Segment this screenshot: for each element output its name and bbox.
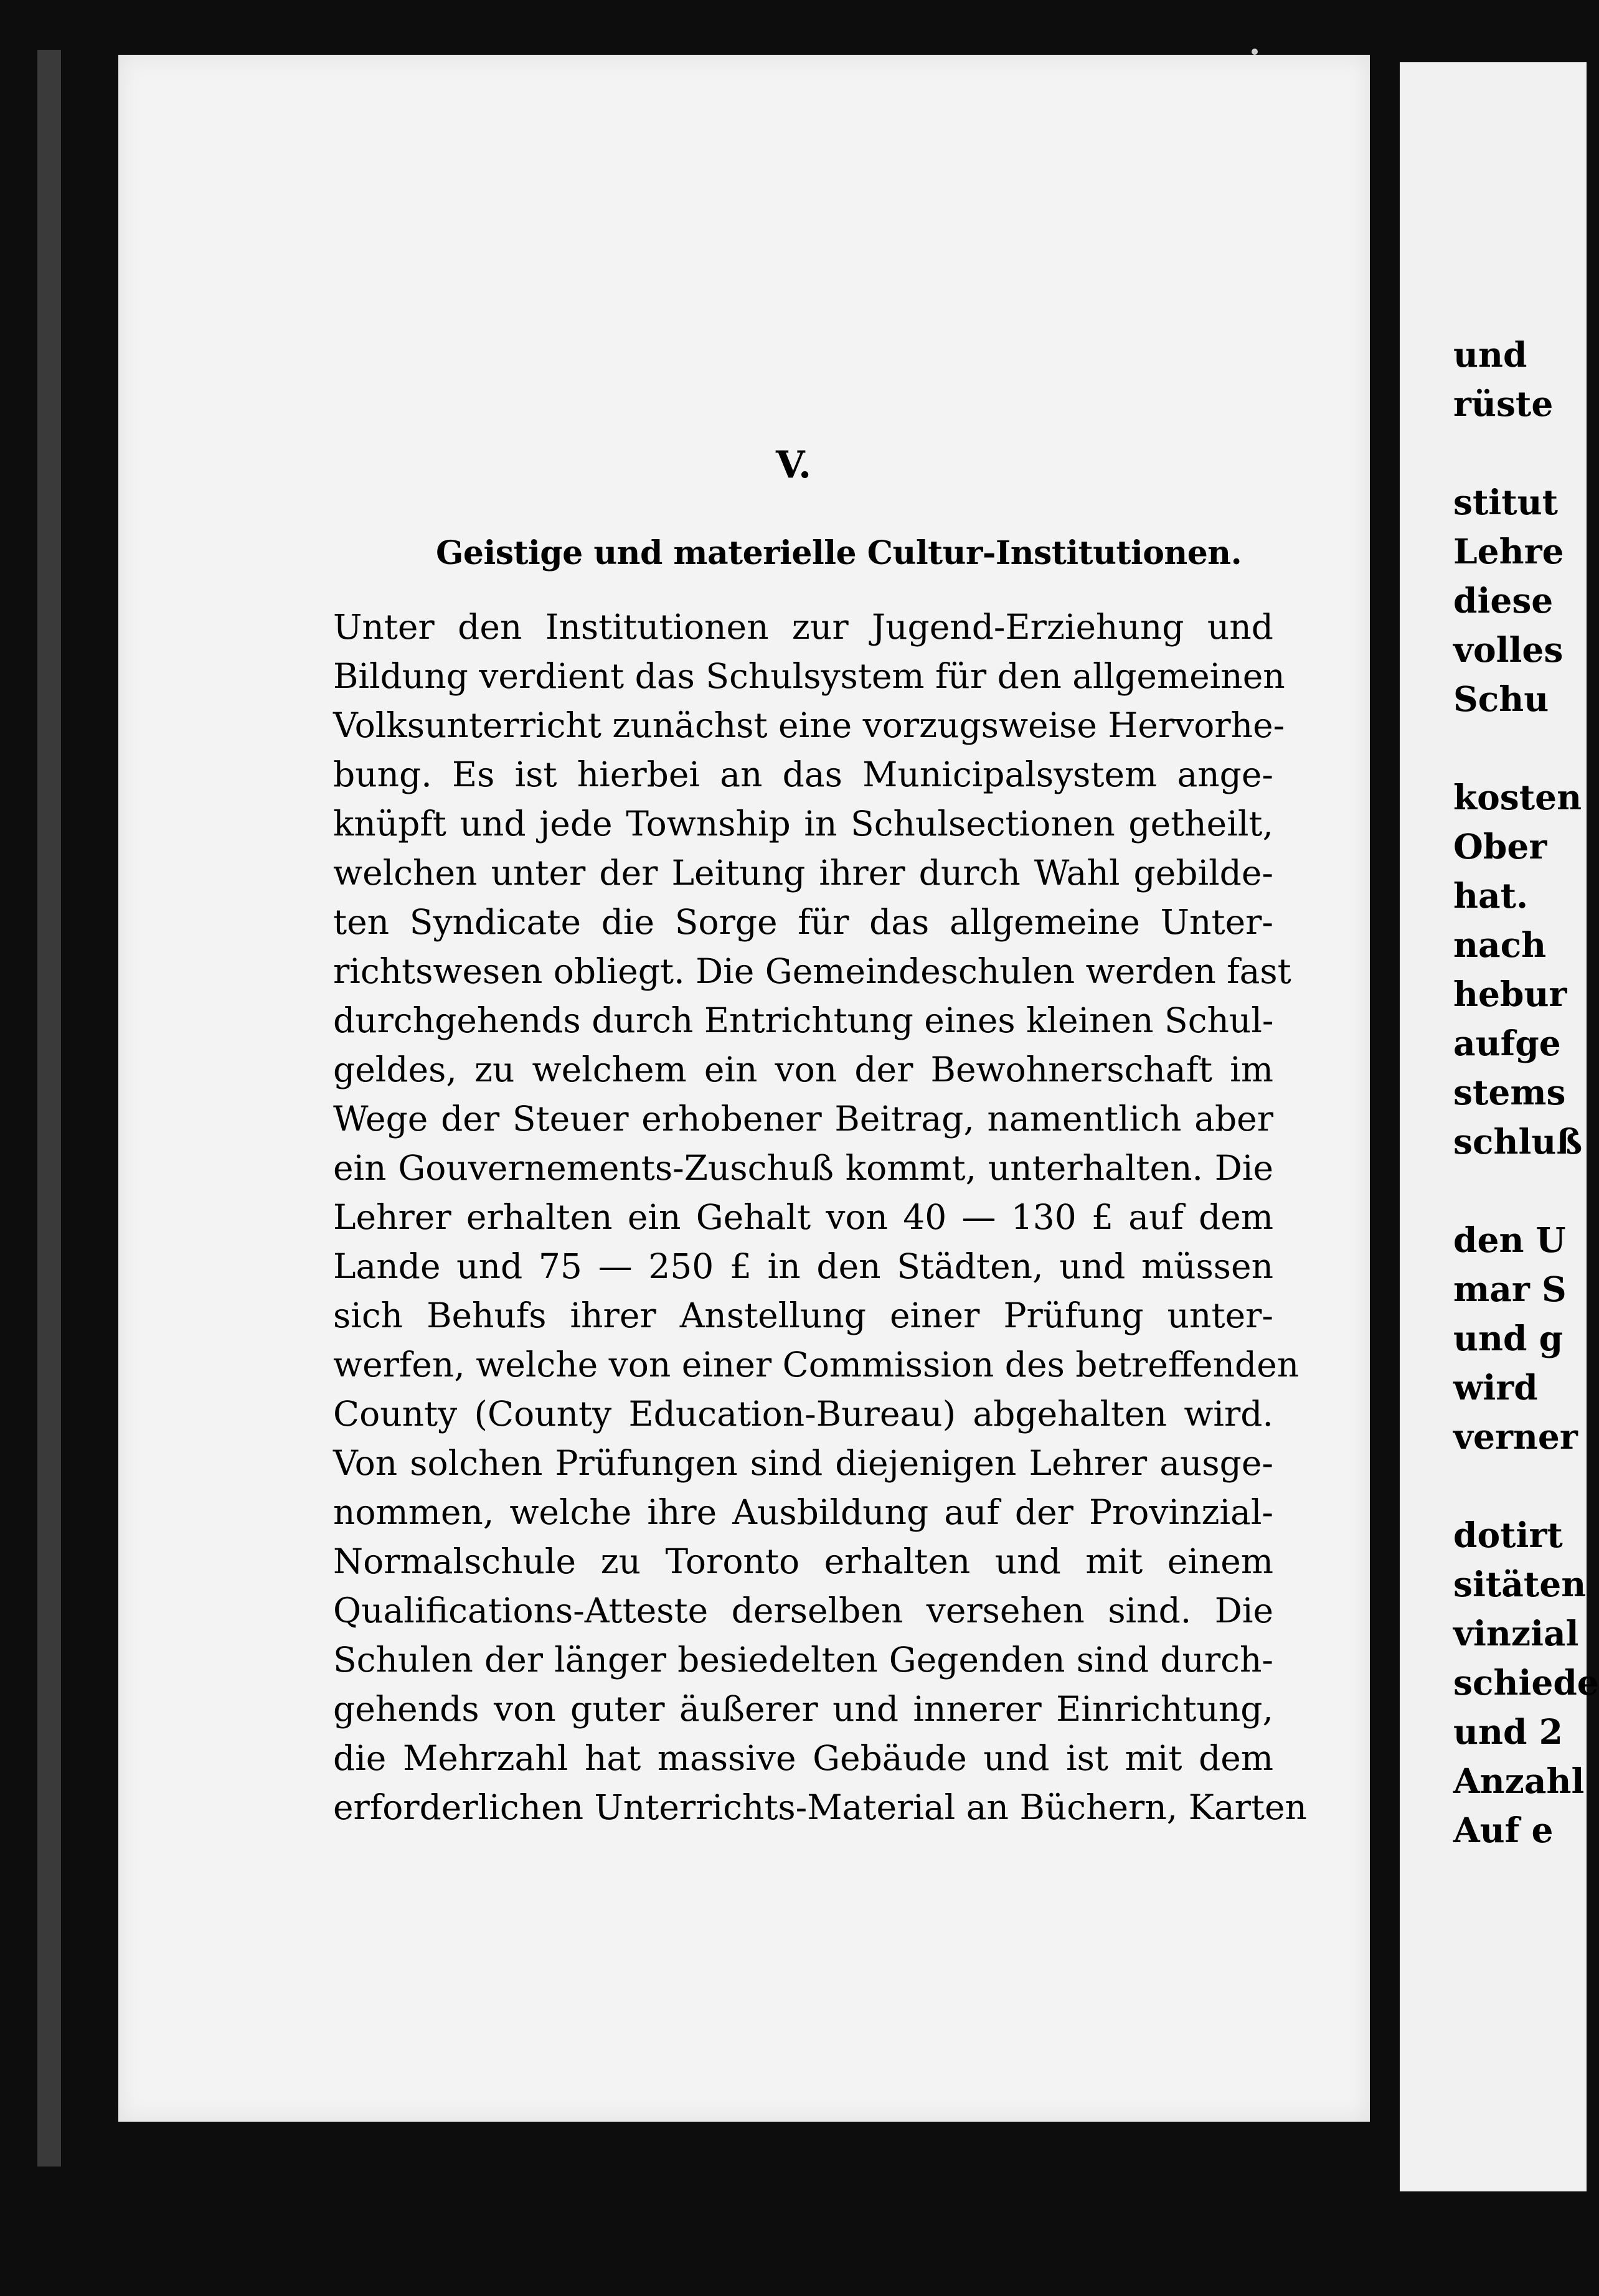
body-line: Unter den Institutionen zur Jugend-Erziehung und xyxy=(333,607,1273,647)
body-text xyxy=(333,603,1307,1832)
next-page-fragment: stitut xyxy=(1453,482,1559,522)
body-line: Normalschule zu Toronto erhalten und mit einem xyxy=(333,1541,1273,1581)
body-line: die Mehrzahl hat massive Gebäude und ist mit dem xyxy=(333,1738,1273,1778)
next-page-fragment xyxy=(1453,723,1559,773)
body-line: welchen unter der Leitung ihrer durch Wahl gebilde- xyxy=(333,853,1273,893)
next-page-fragment: verner xyxy=(1453,1416,1578,1457)
body-line: geldes, zu welchem ein von der Bewohnerschaft im xyxy=(333,1050,1273,1089)
next-page-fragment: dotirt xyxy=(1453,1515,1563,1555)
next-page-fragment: stems xyxy=(1453,1072,1566,1113)
next-page-fragment: rüste xyxy=(1453,383,1554,424)
body-line: ten Syndicate die Sorge für das allgemeine Unter- xyxy=(333,902,1273,942)
next-page-fragment: und g xyxy=(1453,1318,1564,1358)
next-page-fragment: Anzahl xyxy=(1453,1761,1585,1801)
next-page-fragment: den U xyxy=(1453,1220,1566,1260)
body-line: Von solchen Prüfungen sind diejenigen Lehrer ausge- xyxy=(333,1443,1273,1483)
next-page-fragment xyxy=(1453,1166,1559,1215)
next-page-fragment xyxy=(1453,428,1559,478)
body-line: ein Gouvernements-Zuschuß kommt, unterhalten. Die xyxy=(333,1148,1273,1188)
next-page-fragment: wird xyxy=(1453,1367,1538,1408)
next-page-fragment xyxy=(1453,1461,1559,1510)
next-page-fragment: Auf e xyxy=(1453,1810,1554,1850)
body-line: Qualifications-Atteste derselben versehen sind. Die xyxy=(333,1591,1273,1630)
next-page-fragment: vinzial xyxy=(1453,1613,1579,1654)
next-page-fragment: mar S xyxy=(1453,1269,1567,1309)
next-page-fragment: schiede xyxy=(1453,1662,1599,1703)
next-page-fragment: schluß xyxy=(1453,1121,1583,1162)
section-title: Geistige und materielle Cultur-Institutionen. xyxy=(436,534,1242,572)
body-line: Volksunterricht zunächst eine vorzugsweise Hervorhe- xyxy=(333,705,1285,745)
section-number: V. xyxy=(776,443,811,487)
body-line: richtswesen obliegt. Die Gemeindeschulen werden fast xyxy=(333,951,1291,991)
body-line: werfen, welche von einer Commission des betreffenden xyxy=(333,1345,1299,1385)
next-page-fragment: kosten xyxy=(1453,777,1582,817)
body-line: sich Behufs ihrer Anstellung einer Prüfung unter- xyxy=(333,1296,1273,1335)
body-line: nommen, welche ihre Ausbildung auf der Provinzial- xyxy=(333,1492,1273,1532)
body-line: knüpft und jede Township in Schulsectionen getheilt, xyxy=(333,804,1273,844)
body-line: gehends von guter äußerer und innerer Einrichtung, xyxy=(333,1689,1273,1729)
body-line: County (County Education-Bureau) abgehalten wird. xyxy=(333,1394,1273,1434)
scan-speck xyxy=(1252,49,1258,55)
body-line: Lehrer erhalten ein Gehalt von 40 — 130 £ auf dem xyxy=(333,1197,1273,1237)
next-page-fragment: und 2 xyxy=(1453,1711,1563,1752)
body-line: durchgehends durch Entrichtung eines kleinen Schul- xyxy=(333,1000,1274,1040)
body-line: erforderlichen Unterrichts-Material an Büchern, Karten xyxy=(333,1787,1307,1827)
book-edge xyxy=(37,50,61,2167)
next-page-fragment: hat. xyxy=(1453,875,1529,916)
next-page-fragment: nach xyxy=(1453,925,1547,965)
body-line: Schulen der länger besiedelten Gegenden sind durch- xyxy=(333,1640,1273,1680)
next-page-fragment: volles xyxy=(1453,629,1564,670)
next-page-fragment: hebur xyxy=(1453,974,1567,1014)
next-page-fragment: sitäten xyxy=(1453,1564,1587,1604)
body-line: bung. Es ist hierbei an das Municipalsystem ange- xyxy=(333,755,1273,794)
next-page-fragment: Schu xyxy=(1453,679,1549,719)
next-page-fragment-column xyxy=(1453,330,1599,1855)
next-page-fragment: Ober xyxy=(1453,826,1547,867)
body-line: Bildung verdient das Schulsystem für den allgemeinen xyxy=(333,656,1285,696)
next-page-fragment: und xyxy=(1453,334,1527,375)
body-line: Lande und 75 — 250 £ in den Städten, und müssen xyxy=(333,1246,1273,1286)
next-page-fragment: aufge xyxy=(1453,1023,1561,1063)
next-page-fragment: Lehre xyxy=(1453,531,1564,572)
next-page-fragment: diese xyxy=(1453,580,1554,621)
body-line: Wege der Steuer erhobener Beitrag, namentlich aber xyxy=(333,1099,1273,1139)
